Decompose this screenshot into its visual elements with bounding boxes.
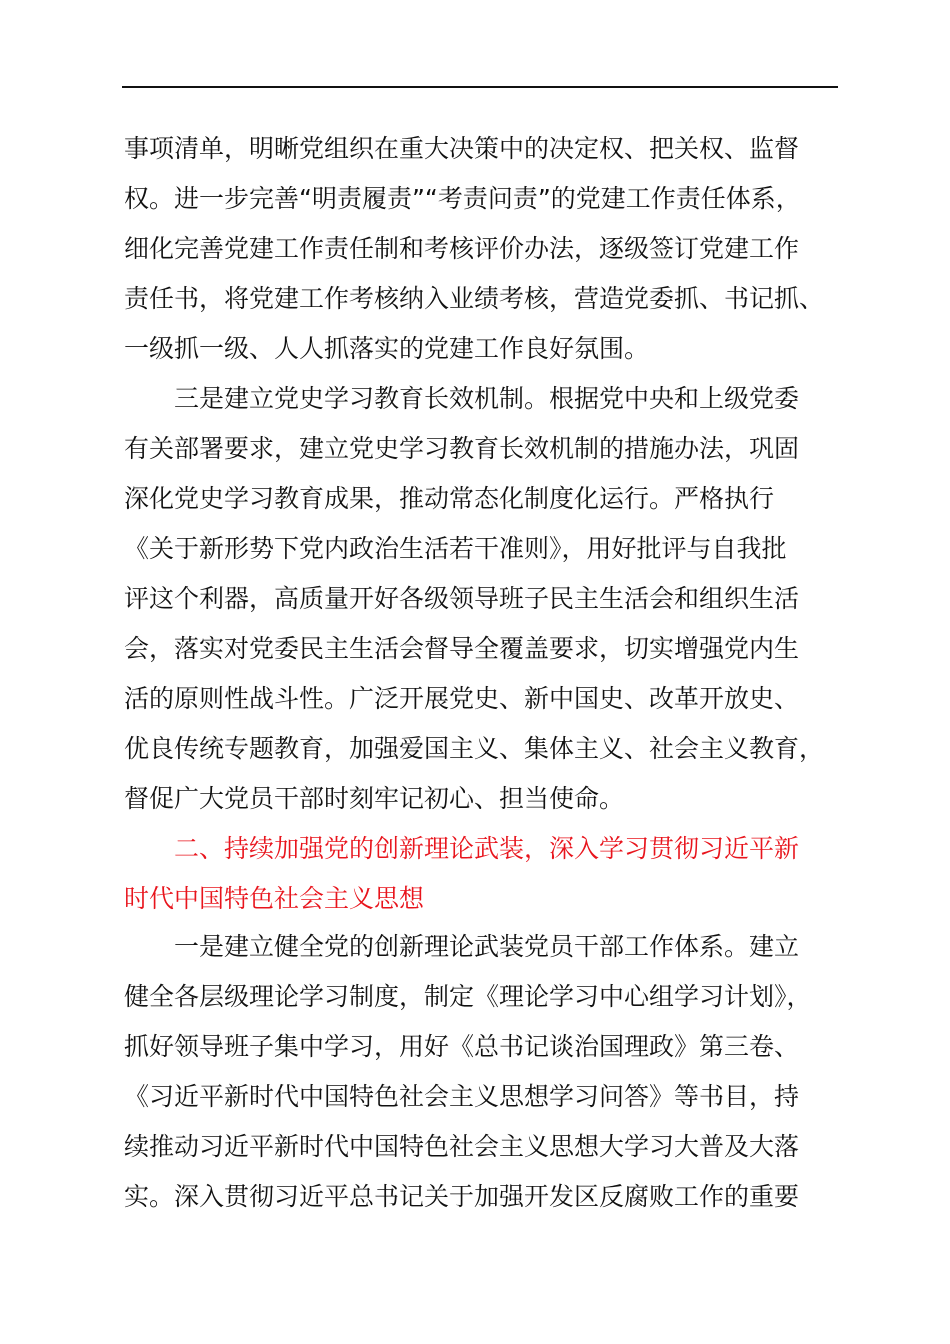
body-line: 权。进一步完善“明责履责”“考责问责”的党建工作责任体系， bbox=[124, 184, 801, 213]
body-line: 责任书，将党建工作考核纳入业绩考核，营造党委抓、书记抓、 bbox=[124, 284, 825, 313]
body-line: 会，落实对党委民主生活会督导全覆盖要求，切实增强党内生 bbox=[124, 634, 800, 663]
body-line: 实。深入贯彻习近平总书记关于加强开发区反腐败工作的重要 bbox=[124, 1182, 800, 1211]
body-line: 有关部署要求，建立党史学习教育长效机制的措施办法，巩固 bbox=[124, 434, 800, 463]
body-line: 抓好领导班子集中学习，用好《总书记谈治国理政》第三卷、 bbox=[124, 1032, 800, 1061]
section-heading-line: 时代中国特色社会主义思想 bbox=[124, 884, 425, 913]
body-line: 督促广大党员干部时刻牢记初心、担当使命。 bbox=[124, 784, 625, 813]
body-line: 评这个利器，高质量开好各级领导班子民主生活会和组织生活 bbox=[124, 584, 800, 613]
paragraph-start-line: 一是建立健全党的创新理论武装党员干部工作体系。建立 bbox=[174, 932, 800, 961]
body-line: 续推动习近平新时代中国特色社会主义思想大学习大普及大落 bbox=[124, 1132, 800, 1161]
body-line: 活的原则性战斗性。广泛开展党史、新中国史、改革开放史、 bbox=[124, 684, 800, 713]
body-line: 《关于新形势下党内政治生活若干准则》，用好批评与自我批 bbox=[124, 534, 787, 563]
body-line: 细化完善党建工作责任制和考核评价办法，逐级签订党建工作 bbox=[124, 234, 800, 263]
body-line: 事项清单，明晰党组织在重大决策中的决定权、把关权、监督 bbox=[124, 134, 800, 163]
body-line: 健全各层级理论学习制度，制定《理论学习中心组学习计划》， bbox=[124, 982, 812, 1011]
paragraph-start-line: 三是建立党史学习教育长效机制。根据党中央和上级党委 bbox=[174, 384, 800, 413]
body-line: 优良传统专题教育，加强爱国主义、集体主义、社会主义教育， bbox=[124, 734, 825, 763]
body-line: 《习近平新时代中国特色社会主义思想学习问答》等书目，持 bbox=[124, 1082, 800, 1111]
body-line: 一级抓一级、人人抓落实的党建工作良好氛围。 bbox=[124, 334, 650, 363]
header-rule bbox=[122, 86, 838, 88]
section-heading-line: 二、持续加强党的创新理论武装，深入学习贯彻习近平新 bbox=[174, 834, 800, 863]
body-line: 深化党史学习教育成果，推动常态化制度化运行。严格执行 bbox=[124, 484, 775, 513]
